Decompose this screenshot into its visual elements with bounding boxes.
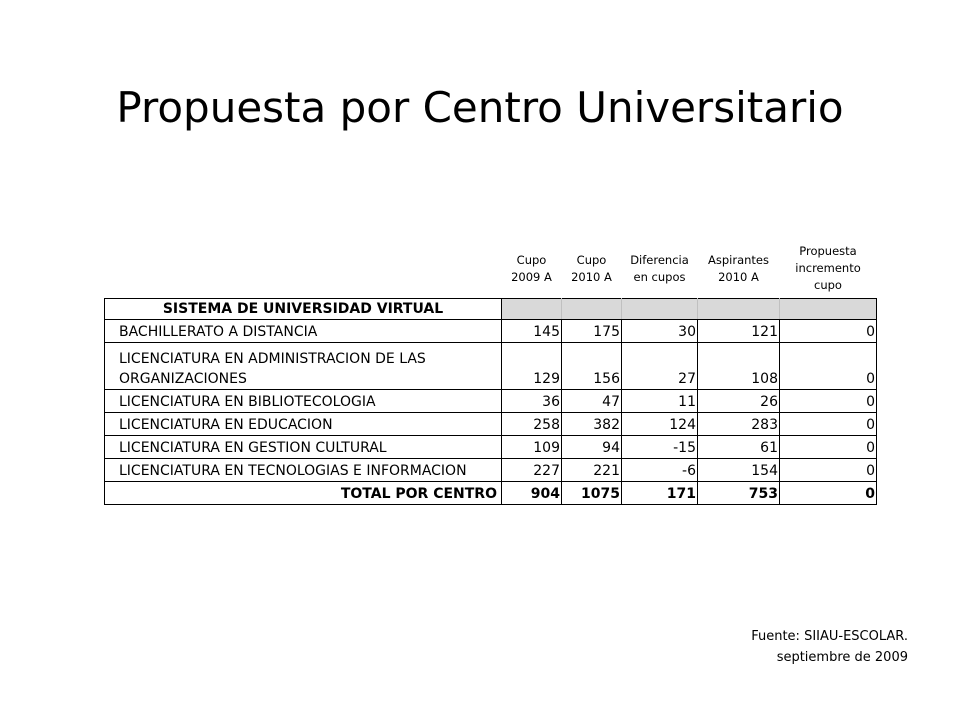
row-name: LICENCIATURA EN BIBLIOTECOLOGIA	[105, 389, 502, 412]
cell-cupo-2010: 175	[562, 319, 622, 342]
cell-propuesta: 0	[780, 389, 877, 412]
cell-propuesta: 0	[780, 319, 877, 342]
cell-propuesta: 0	[780, 458, 877, 481]
source-note	[751, 626, 908, 668]
cell-aspirantes: 283	[698, 412, 780, 435]
cell-aspirantes: 26	[698, 389, 780, 412]
table-row	[105, 389, 877, 412]
cell-cupo-2010: 47	[562, 389, 622, 412]
cell-cupo-2010: 221	[562, 458, 622, 481]
cell-aspirantes: 154	[698, 458, 780, 481]
header-aspirantes: Aspirantes 2010 A	[708, 252, 769, 284]
cell-cupo-2010: 156	[562, 342, 622, 389]
row-name: LICENCIATURA EN GESTION CULTURAL	[105, 435, 502, 458]
row-name: LICENCIATURA EN EDUCACION	[105, 412, 502, 435]
header-diferencia: Diferencia en cupos	[630, 252, 689, 284]
row-name: LICENCIATURA EN ADMINISTRACION DE LAS ORGANIZACIONES	[105, 342, 502, 389]
section-row	[105, 298, 877, 319]
table-row	[105, 458, 877, 481]
total-cupo-2010: 1075	[562, 481, 622, 504]
cell-cupo-2010: 94	[562, 435, 622, 458]
table-row	[105, 319, 877, 342]
total-aspirantes: 753	[698, 481, 780, 504]
cell-cupo-2010: 382	[562, 412, 622, 435]
cell-cupo-2009: 258	[502, 412, 562, 435]
cell-cupo-2009: 227	[502, 458, 562, 481]
table-row	[105, 412, 877, 435]
source-line-1: Fuente: SIIAU-ESCOLAR.	[751, 629, 908, 644]
cell-diferencia: 124	[622, 412, 698, 435]
cell-aspirantes: 61	[698, 435, 780, 458]
total-label: TOTAL POR CENTRO	[105, 481, 502, 504]
cell-diferencia: 11	[622, 389, 698, 412]
row-name: LICENCIATURA EN TECNOLOGIAS E INFORMACION	[105, 458, 502, 481]
header-row	[105, 240, 877, 298]
cell-diferencia: 27	[622, 342, 698, 389]
header-propuesta: Propuesta incremento cupo	[795, 244, 861, 293]
header-blank-cell	[105, 240, 502, 298]
cell-cupo-2009: 145	[502, 319, 562, 342]
table-row	[105, 435, 877, 458]
section-shade-cell	[698, 298, 780, 319]
section-shade-cell	[502, 298, 562, 319]
cell-cupo-2009: 129	[502, 342, 562, 389]
cell-diferencia: -15	[622, 435, 698, 458]
cell-aspirantes: 108	[698, 342, 780, 389]
cell-diferencia: 30	[622, 319, 698, 342]
cell-cupo-2009: 36	[502, 389, 562, 412]
section-label: SISTEMA DE UNIVERSIDAD VIRTUAL	[105, 298, 502, 319]
cell-diferencia: -6	[622, 458, 698, 481]
cell-propuesta: 0	[780, 342, 877, 389]
cell-propuesta: 0	[780, 435, 877, 458]
cell-aspirantes: 121	[698, 319, 780, 342]
section-shade-cell	[622, 298, 698, 319]
slide-title: Propuesta por Centro Universitario	[116, 83, 844, 132]
total-row	[105, 481, 877, 504]
header-cupo-2009: Cupo 2009 A	[511, 252, 552, 284]
source-line-2: septiembre de 2009	[776, 650, 908, 665]
section-shade-cell	[562, 298, 622, 319]
cell-cupo-2009: 109	[502, 435, 562, 458]
cupos-table	[104, 240, 877, 505]
row-name: BACHILLERATO A DISTANCIA	[105, 319, 502, 342]
cell-propuesta: 0	[780, 412, 877, 435]
header-cupo-2010: Cupo 2010 A	[571, 252, 612, 284]
total-cupo-2009: 904	[502, 481, 562, 504]
table-row	[105, 342, 877, 389]
section-shade-cell	[780, 298, 877, 319]
total-propuesta: 0	[780, 481, 877, 504]
total-diferencia: 171	[622, 481, 698, 504]
